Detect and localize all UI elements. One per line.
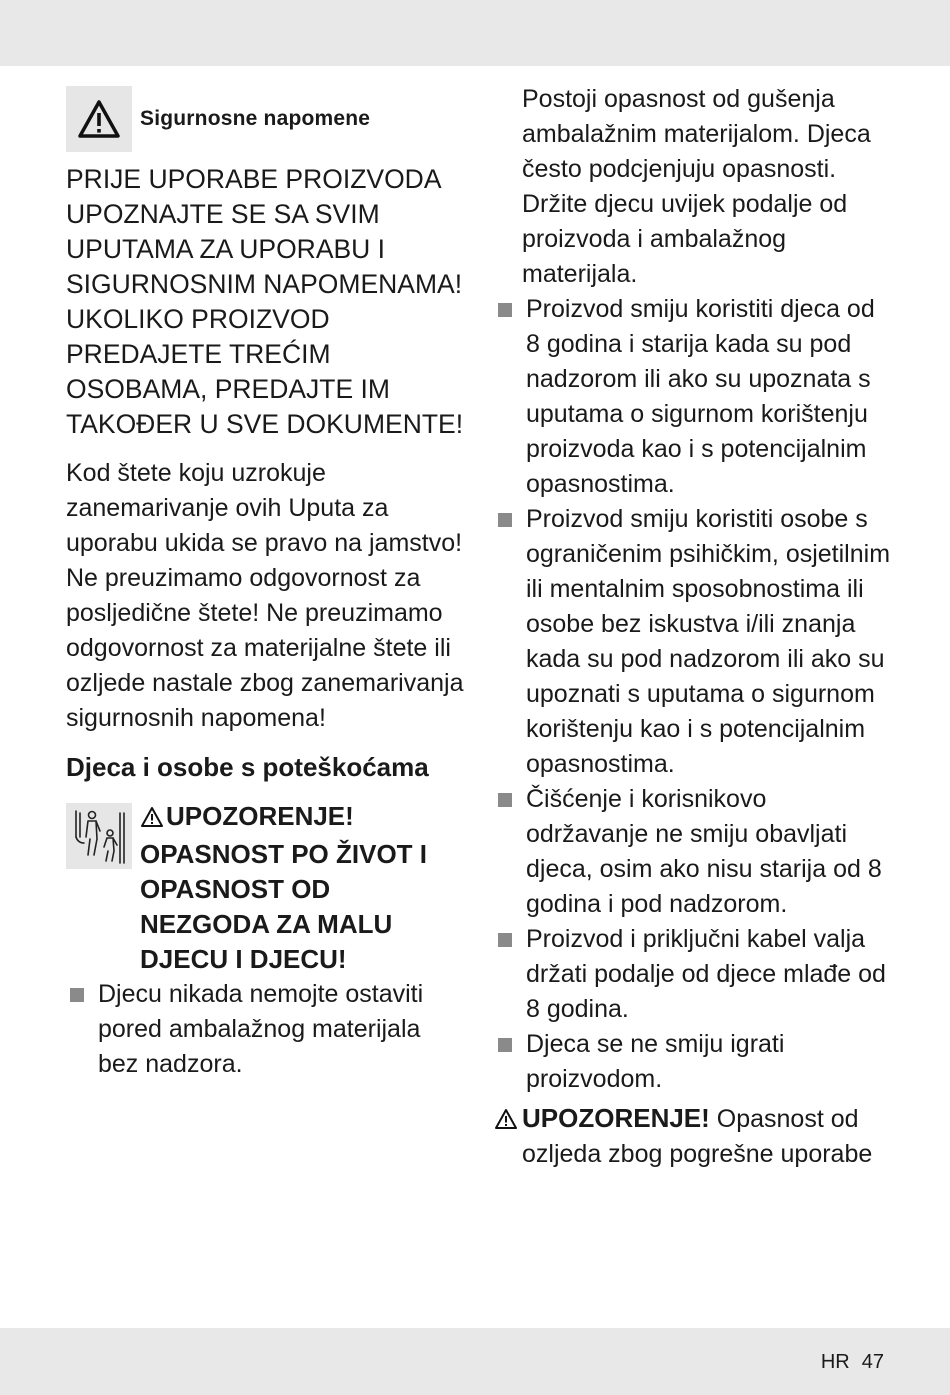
page-number: 47 (861, 1351, 884, 1373)
footer-band (0, 1328, 950, 1395)
warning-triangle-icon (140, 802, 164, 837)
list-item: Djecu nikada nemojte ostaviti pored ambalažnog materijala bez nadzora. (66, 977, 466, 1082)
bullet-square-icon (498, 933, 512, 947)
right-column (494, 82, 894, 1172)
bullet-square-icon (498, 303, 512, 317)
bullet-square-icon (498, 513, 512, 527)
bullet-square-icon (498, 793, 512, 807)
warranty-note: Kod štete koju uzrokuje zanemarivanje ovih Uputa za uporabu ukida se pravo na jamstvo! Ne preuzimamo odgovornost za posljedične štete! Ne preuzimamo odgovornost za materijalne štete ili ozljede nastale zbog zanemarivanja sigurnosnih napomena! (66, 459, 464, 732)
misuse-warning (494, 1101, 894, 1172)
children-warning-block (66, 799, 466, 977)
list-item: Djeca se ne smiju igrati proizvodom. (494, 1027, 894, 1097)
right-bullet-list (494, 292, 894, 1097)
children-warning-text (140, 799, 466, 977)
children-warning-label: UPOZORENJE! OPASNOST PO ŽIVOT I OPASNOST OD NEZGODA ZA MALU DJECU I DJECU! (140, 801, 427, 974)
child-safety-icon (66, 803, 132, 869)
list-item: Proizvod i priključni kabel valja držati podalje od djece mlađe od 8 godina. (494, 922, 894, 1027)
caps-notice: PRIJE UPORABE PROIZVODA UPOZNAJTE SE SA SVIM UPUTAMA ZA UPORABU I SIGURNOSNIM NAPOMENAMA! UKOLIKO PROIZVOD PREDAJETE TREĆIM OSOBAMA, PREDAJTE IM TAKOĐER U SVE DOKUMENTE! (66, 164, 464, 439)
page-footer (821, 1351, 884, 1374)
misuse-warning-text: Opasnost od ozljeda zbog pogrešne uporabe (522, 1105, 873, 1168)
misuse-warning-label: UPOZORENJE! (522, 1103, 710, 1133)
bullet-square-icon (498, 1038, 512, 1052)
children-heading: Djeca i osobe s poteškoćama (66, 752, 429, 782)
suffocation-note: Postoji opasnost od gušenja ambalažnim materijalom. Djeca često podcjenjuju opasnosti. Držite djecu uvijek podalje od proizvoda i ambalažnog materijala. (522, 85, 871, 288)
list-item: Proizvod smiju koristiti djeca od 8 godina i starija kada su pod nadzorom ili ako su upoznata s uputama o sigurnom korištenju proizvoda kao i s potencijalnim opasnostima. (494, 292, 894, 502)
list-item: Čišćenje i korisnikovo održavanje ne smiju obavljati djeca, osim ako nisu starija od 8 godina i pod nadzorom. (494, 782, 894, 922)
left-bullet-list (66, 977, 466, 1082)
list-item: Proizvod smiju koristiti osobe s ograničenim psihičkim, osjetilnim ili mentalnim sposobnostima ili osobe bez iskustva i/ili znanja kada su pod nadzorom ili ako su upoznati s uputama o sigurnom korištenju kao i s potencijalnim opasnostima. (494, 502, 894, 782)
section-header (66, 86, 466, 152)
warning-triangle-icon (494, 1105, 518, 1140)
header-band (0, 0, 950, 66)
language-code: HR (820, 1351, 850, 1373)
section-title: Sigurnosne napomene (140, 107, 371, 130)
warning-triangle-icon (66, 86, 132, 152)
left-column (66, 86, 466, 1082)
bullet-square-icon (70, 988, 84, 1002)
